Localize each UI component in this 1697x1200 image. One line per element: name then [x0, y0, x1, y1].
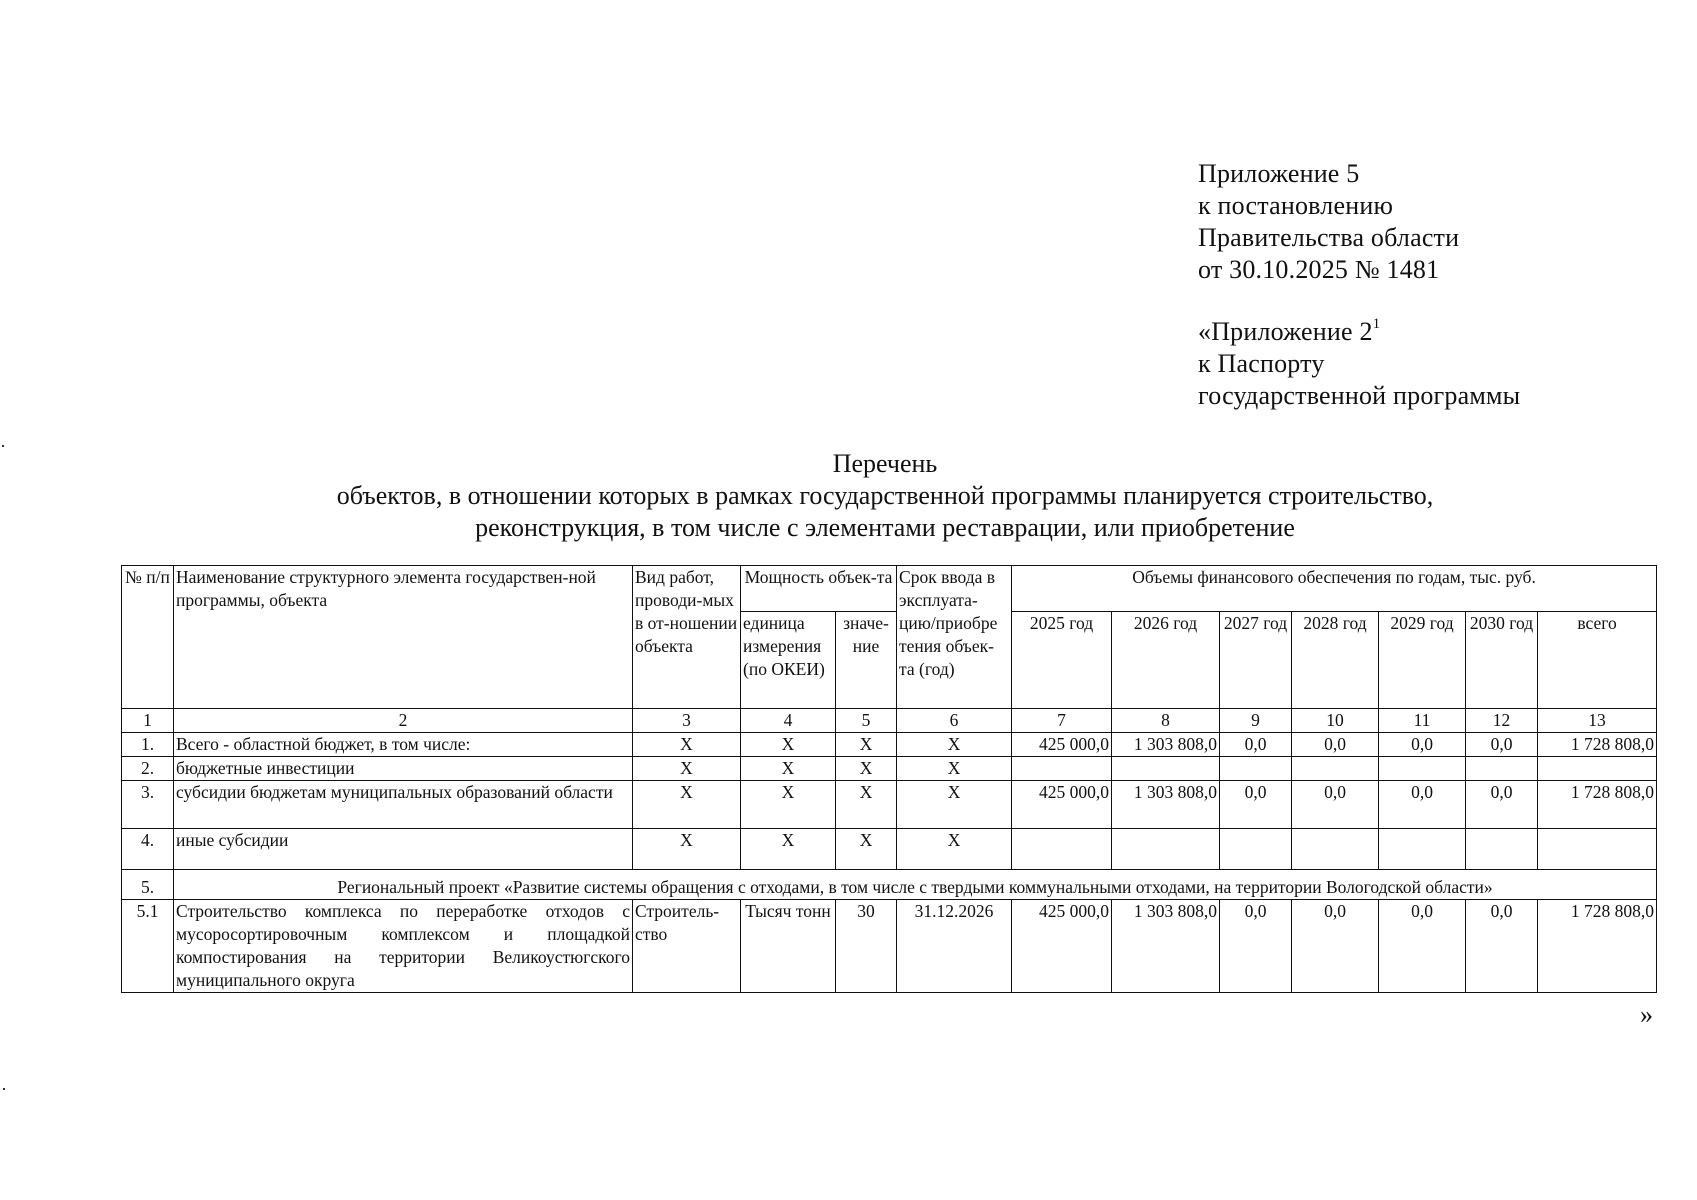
header-2027: 2027 год — [1220, 612, 1292, 709]
row-2027: 0,0 — [1220, 781, 1292, 829]
row-num: 4. — [122, 829, 174, 870]
title-line-3: реконструкция, в том числе с элементами реставрации, или приобретение — [475, 513, 1295, 542]
object-num: 5.1 — [122, 900, 174, 993]
header-value: значе-ние — [836, 612, 897, 709]
row-2028: 0,0 — [1292, 733, 1379, 757]
object-work-type: Строитель-ство — [633, 900, 741, 993]
table-row — [122, 781, 1657, 829]
table-row — [122, 757, 1657, 781]
header-row-1 — [122, 566, 1657, 612]
row-2030 — [1466, 757, 1538, 781]
row-2025 — [1012, 757, 1112, 781]
header-2029: 2029 год — [1379, 612, 1466, 709]
header-name: Наименование структурного элемента государствен-ной программы, объекта — [174, 566, 633, 709]
row-value: X — [836, 781, 897, 829]
header-work-type: Вид работ, проводи-мых в от-ношении объекта — [633, 566, 741, 709]
object-2028: 0,0 — [1292, 900, 1379, 993]
header-total: всего — [1538, 612, 1657, 709]
object-2025: 425 000,0 — [1012, 900, 1112, 993]
appendix-line-3: Правительства области — [1198, 223, 1460, 252]
col-number: 1 — [122, 709, 174, 733]
col-number: 11 — [1379, 709, 1466, 733]
row-date: X — [897, 829, 1012, 870]
object-date: 31.12.2026 — [897, 900, 1012, 993]
row-date: X — [897, 733, 1012, 757]
row-2025: 425 000,0 — [1012, 733, 1112, 757]
object-row — [122, 900, 1657, 993]
objects-table — [121, 565, 1657, 993]
col-number: 9 — [1220, 709, 1292, 733]
row-2026 — [1112, 757, 1220, 781]
row-2030: 0,0 — [1466, 733, 1538, 757]
header-2030: 2030 год — [1466, 612, 1538, 709]
row-total — [1538, 757, 1657, 781]
appendix-superscript: 1 — [1372, 316, 1381, 332]
col-number: 2 — [174, 709, 633, 733]
row-value: X — [836, 757, 897, 781]
row-2029: 0,0 — [1379, 781, 1466, 829]
row-unit: X — [741, 757, 836, 781]
row-2030: 0,0 — [1466, 781, 1538, 829]
row-2025 — [1012, 829, 1112, 870]
row-2029 — [1379, 829, 1466, 870]
object-value: 30 — [836, 900, 897, 993]
header-capacity: Мощность объек-та — [741, 566, 897, 612]
col-number: 12 — [1466, 709, 1538, 733]
object-2030: 0,0 — [1466, 900, 1538, 993]
row-date: X — [897, 781, 1012, 829]
closing-quote: » — [1640, 1000, 1653, 1029]
header-funding: Объемы финансового обеспечения по годам, тыс. руб. — [1012, 566, 1657, 612]
row-2029: 0,0 — [1379, 733, 1466, 757]
appendix-line-2: к постановлению — [1198, 191, 1394, 220]
row-value: X — [836, 733, 897, 757]
col-number: 4 — [741, 709, 836, 733]
row-date: X — [897, 757, 1012, 781]
header-2026: 2026 год — [1112, 612, 1220, 709]
col-number: 7 — [1012, 709, 1112, 733]
table-row — [122, 733, 1657, 757]
appendix-line-7: государственной программы — [1198, 381, 1521, 410]
object-2026: 1 303 808,0 — [1112, 900, 1220, 993]
title-line-2: объектов, в отношении которых в рамках государственной программы планируется строительство, — [336, 481, 1434, 510]
row-2028 — [1292, 829, 1379, 870]
object-name: Строительство комплекса по переработке отходов с мусоросортировочным комплексом и площадкой компостирования на территории Великоустюгского муниципального округа — [174, 900, 633, 993]
row-2029 — [1379, 757, 1466, 781]
header-2028: 2028 год — [1292, 612, 1379, 709]
row-num: 1. — [122, 733, 174, 757]
row-unit: X — [741, 781, 836, 829]
appendix-line-1: Приложение 5 — [1198, 159, 1360, 188]
row-2028 — [1292, 757, 1379, 781]
row-name: бюджетные инвестиции — [174, 757, 633, 781]
row-2028: 0,0 — [1292, 781, 1379, 829]
section-title: Региональный проект «Развитие системы обращения с отходами, в том числе с твердыми коммунальными отходами, на территории Вологодской области» — [174, 870, 1657, 900]
row-total — [1538, 829, 1657, 870]
row-work: X — [633, 733, 741, 757]
row-2027 — [1220, 829, 1292, 870]
row-work: X — [633, 829, 741, 870]
document-title — [160, 448, 1610, 544]
row-num: 2. — [122, 757, 174, 781]
row-2027: 0,0 — [1220, 733, 1292, 757]
row-total: 1 728 808,0 — [1538, 733, 1657, 757]
row-name: субсидии бюджетам муниципальных образований области — [174, 781, 633, 829]
row-name: иные субсидии — [174, 829, 633, 870]
appendix-line-5 — [1198, 316, 1520, 348]
col-number: 3 — [633, 709, 741, 733]
appendix-line-4: от 30.10.2025 № 1481 — [1198, 255, 1440, 284]
object-2029: 0,0 — [1379, 900, 1466, 993]
row-value: X — [836, 829, 897, 870]
header-commission: Срок ввода в эксплуата-цию/приобре тения объек-та (год) — [897, 566, 1012, 709]
row-2026: 1 303 808,0 — [1112, 733, 1220, 757]
section-row — [122, 870, 1657, 900]
col-number: 13 — [1538, 709, 1657, 733]
scan-speck — [2, 445, 4, 447]
row-unit: X — [741, 733, 836, 757]
section-num: 5. — [122, 870, 174, 900]
row-work: X — [633, 757, 741, 781]
object-2027: 0,0 — [1220, 900, 1292, 993]
col-number: 8 — [1112, 709, 1220, 733]
object-unit: Тысяч тонн — [741, 900, 836, 993]
header-2025: 2025 год — [1012, 612, 1112, 709]
row-unit: X — [741, 829, 836, 870]
scan-speck — [3, 1088, 5, 1090]
row-2025: 425 000,0 — [1012, 781, 1112, 829]
col-number: 5 — [836, 709, 897, 733]
row-2027 — [1220, 757, 1292, 781]
object-total: 1 728 808,0 — [1538, 900, 1657, 993]
col-number: 6 — [897, 709, 1012, 733]
appendix-line-5-text: «Приложение 2 — [1198, 317, 1373, 346]
appendix-line-6: к Паспорту — [1198, 349, 1325, 378]
row-2026 — [1112, 829, 1220, 870]
title-line-1: Перечень — [832, 449, 938, 478]
row-total: 1 728 808,0 — [1538, 781, 1657, 829]
row-work: X — [633, 781, 741, 829]
column-numbers-row — [122, 709, 1657, 733]
row-num: 3. — [122, 781, 174, 829]
header-unit: единица измерения (по ОКЕИ) — [741, 612, 836, 709]
row-2026: 1 303 808,0 — [1112, 781, 1220, 829]
col-number: 10 — [1292, 709, 1379, 733]
header-num: № п/п — [122, 566, 174, 709]
appendix-block — [1198, 158, 1520, 412]
row-2030 — [1466, 829, 1538, 870]
table-row — [122, 829, 1657, 870]
row-name: Всего - областной бюджет, в том числе: — [174, 733, 633, 757]
